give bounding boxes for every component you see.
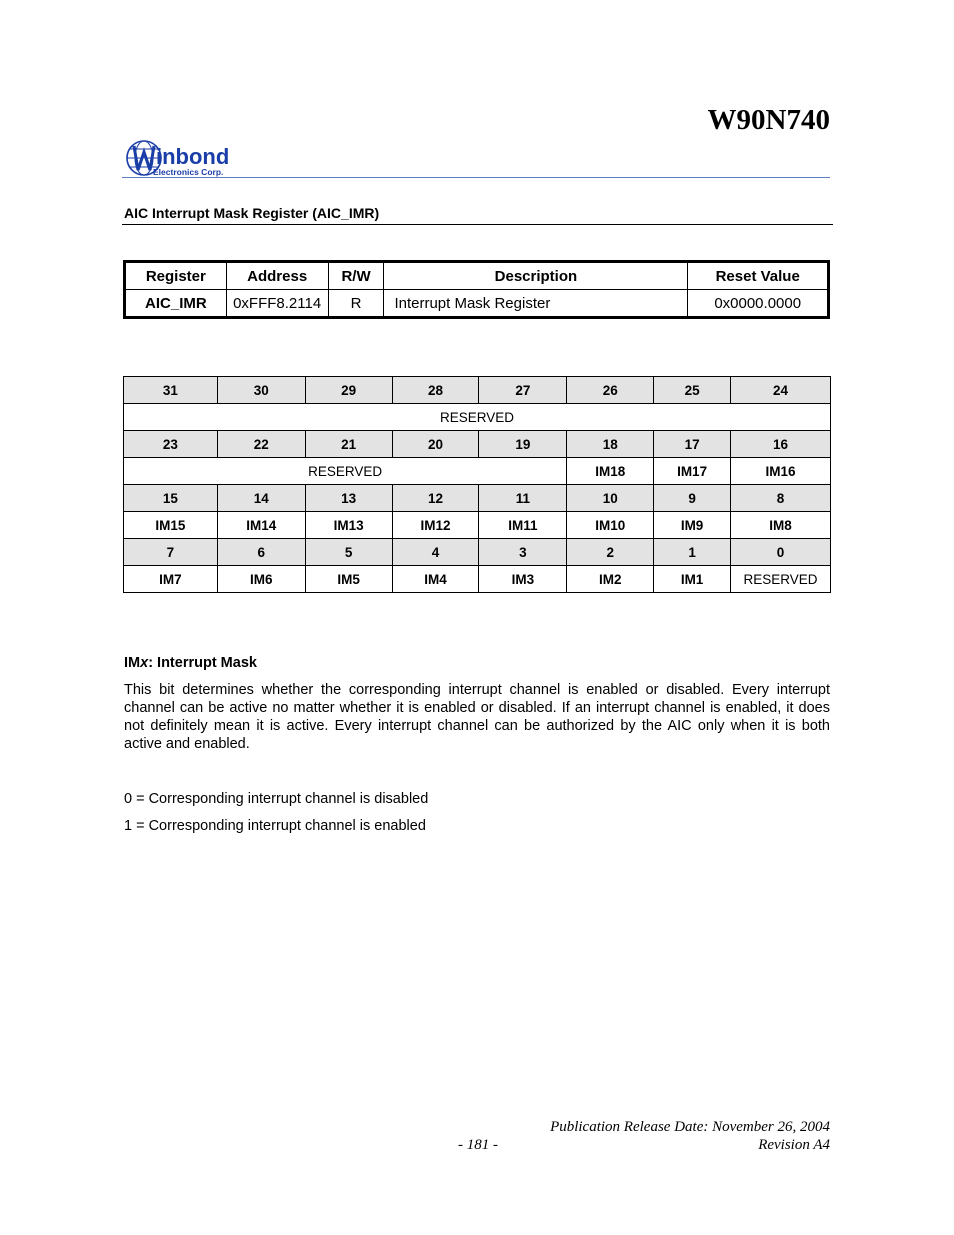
bit-number: 3 <box>479 539 567 566</box>
bit-field-name: IM13 <box>305 512 392 539</box>
bit-field-name: IM15 <box>124 512 218 539</box>
value-1-description: 1 = Corresponding interrupt channel is enabled <box>124 818 426 834</box>
col-rw: R/W <box>328 262 384 290</box>
register-table-row <box>125 290 829 318</box>
bit-number: 27 <box>479 377 567 404</box>
bit-field-name: IM7 <box>124 566 218 593</box>
bit-field-name: IM1 <box>654 566 731 593</box>
bit-field-name: IM11 <box>479 512 567 539</box>
bit-field-name: IM8 <box>731 512 831 539</box>
register-rw: R <box>328 290 384 318</box>
bit-number: 15 <box>124 485 218 512</box>
bit-number-row-15-8 <box>124 485 831 512</box>
bit-number: 16 <box>731 431 831 458</box>
bit-field-name: IM9 <box>654 512 731 539</box>
register-name: AIC_IMR <box>125 290 227 318</box>
bit-field-name: IM2 <box>567 566 654 593</box>
register-description: Interrupt Mask Register <box>384 290 688 318</box>
logo-sub-text: Electronics Corp. <box>153 167 224 177</box>
col-register: Register <box>125 262 227 290</box>
field-name-prefix: IM <box>124 655 141 671</box>
bit-number-row-31-24 <box>124 377 831 404</box>
col-reset-value: Reset Value <box>688 262 829 290</box>
bit-number: 24 <box>731 377 831 404</box>
bit-field-name: IM16 <box>731 458 831 485</box>
bit-number: 6 <box>217 539 305 566</box>
bit-number: 22 <box>217 431 305 458</box>
bit-field-name: IM18 <box>567 458 654 485</box>
bit-number: 30 <box>217 377 305 404</box>
winbond-logo <box>126 138 306 178</box>
bit-number: 13 <box>305 485 392 512</box>
bit-number: 8 <box>731 485 831 512</box>
reserved-field: RESERVED <box>124 458 567 485</box>
col-address: Address <box>226 262 328 290</box>
bit-number: 28 <box>392 377 479 404</box>
bit-number: 23 <box>124 431 218 458</box>
section-divider <box>122 224 833 225</box>
field-title <box>124 655 257 671</box>
bit-number: 9 <box>654 485 731 512</box>
bit-number: 26 <box>567 377 654 404</box>
field-description: This bit determines whether the corresponding interrupt channel is enabled or disabled. Every interrupt channel can be active no matter whether it is enabled or disabled. If an interrupt channel is enabled, it does not definitely mean it is active. Every interrupt channel can be authorized by the AIC only when it is both active and enabled. <box>124 682 830 752</box>
bit-number: 20 <box>392 431 479 458</box>
logo-brand-text: inbond <box>156 144 230 169</box>
bit-field-row-23-16 <box>124 458 831 485</box>
col-description: Description <box>384 262 688 290</box>
bit-field-name: IM17 <box>654 458 731 485</box>
bit-number: 31 <box>124 377 218 404</box>
reserved-field: RESERVED <box>124 404 831 431</box>
bit-field-name: IM5 <box>305 566 392 593</box>
bit-number: 25 <box>654 377 731 404</box>
bit-field-row-7-0 <box>124 566 831 593</box>
bit-number: 17 <box>654 431 731 458</box>
register-summary-table <box>123 260 830 319</box>
bit-number: 21 <box>305 431 392 458</box>
footer-release-date: Publication Release Date: November 26, 2004 <box>550 1119 830 1135</box>
bit-number: 7 <box>124 539 218 566</box>
header-divider <box>122 177 830 178</box>
bit-field-name: IM12 <box>392 512 479 539</box>
bit-number: 19 <box>479 431 567 458</box>
bit-field-name: IM14 <box>217 512 305 539</box>
bit-number-row-23-16 <box>124 431 831 458</box>
register-address: 0xFFF8.2114 <box>226 290 328 318</box>
bit-field-name: IM3 <box>479 566 567 593</box>
bit-number: 18 <box>567 431 654 458</box>
field-name-suffix: : Interrupt Mask <box>148 655 257 671</box>
field-name-var: x <box>140 655 149 671</box>
bit-field-name: IM6 <box>217 566 305 593</box>
bit-number: 12 <box>392 485 479 512</box>
bit-field-name: IM4 <box>392 566 479 593</box>
bit-field-table <box>123 376 831 593</box>
value-0-description: 0 = Corresponding interrupt channel is disabled <box>124 791 429 807</box>
bit-number: 10 <box>567 485 654 512</box>
bit-number: 29 <box>305 377 392 404</box>
reserved-field: RESERVED <box>731 566 831 593</box>
bit-field-name: IM10 <box>567 512 654 539</box>
section-title: AIC Interrupt Mask Register (AIC_IMR) <box>124 205 380 221</box>
bit-number: 0 <box>731 539 831 566</box>
bit-number: 11 <box>479 485 567 512</box>
bit-field-row-31-24 <box>124 404 831 431</box>
bit-number: 14 <box>217 485 305 512</box>
footer-page-number: - 181 - <box>458 1137 498 1153</box>
bit-number: 1 <box>654 539 731 566</box>
document-title: W90N740 <box>707 104 830 136</box>
register-table-header-row <box>125 262 829 290</box>
bit-number: 5 <box>305 539 392 566</box>
register-reset-value: 0x0000.0000 <box>688 290 829 318</box>
bit-number-row-7-0 <box>124 539 831 566</box>
footer-revision: Revision A4 <box>758 1137 830 1153</box>
bit-number: 4 <box>392 539 479 566</box>
bit-number: 2 <box>567 539 654 566</box>
bit-field-row-15-8 <box>124 512 831 539</box>
